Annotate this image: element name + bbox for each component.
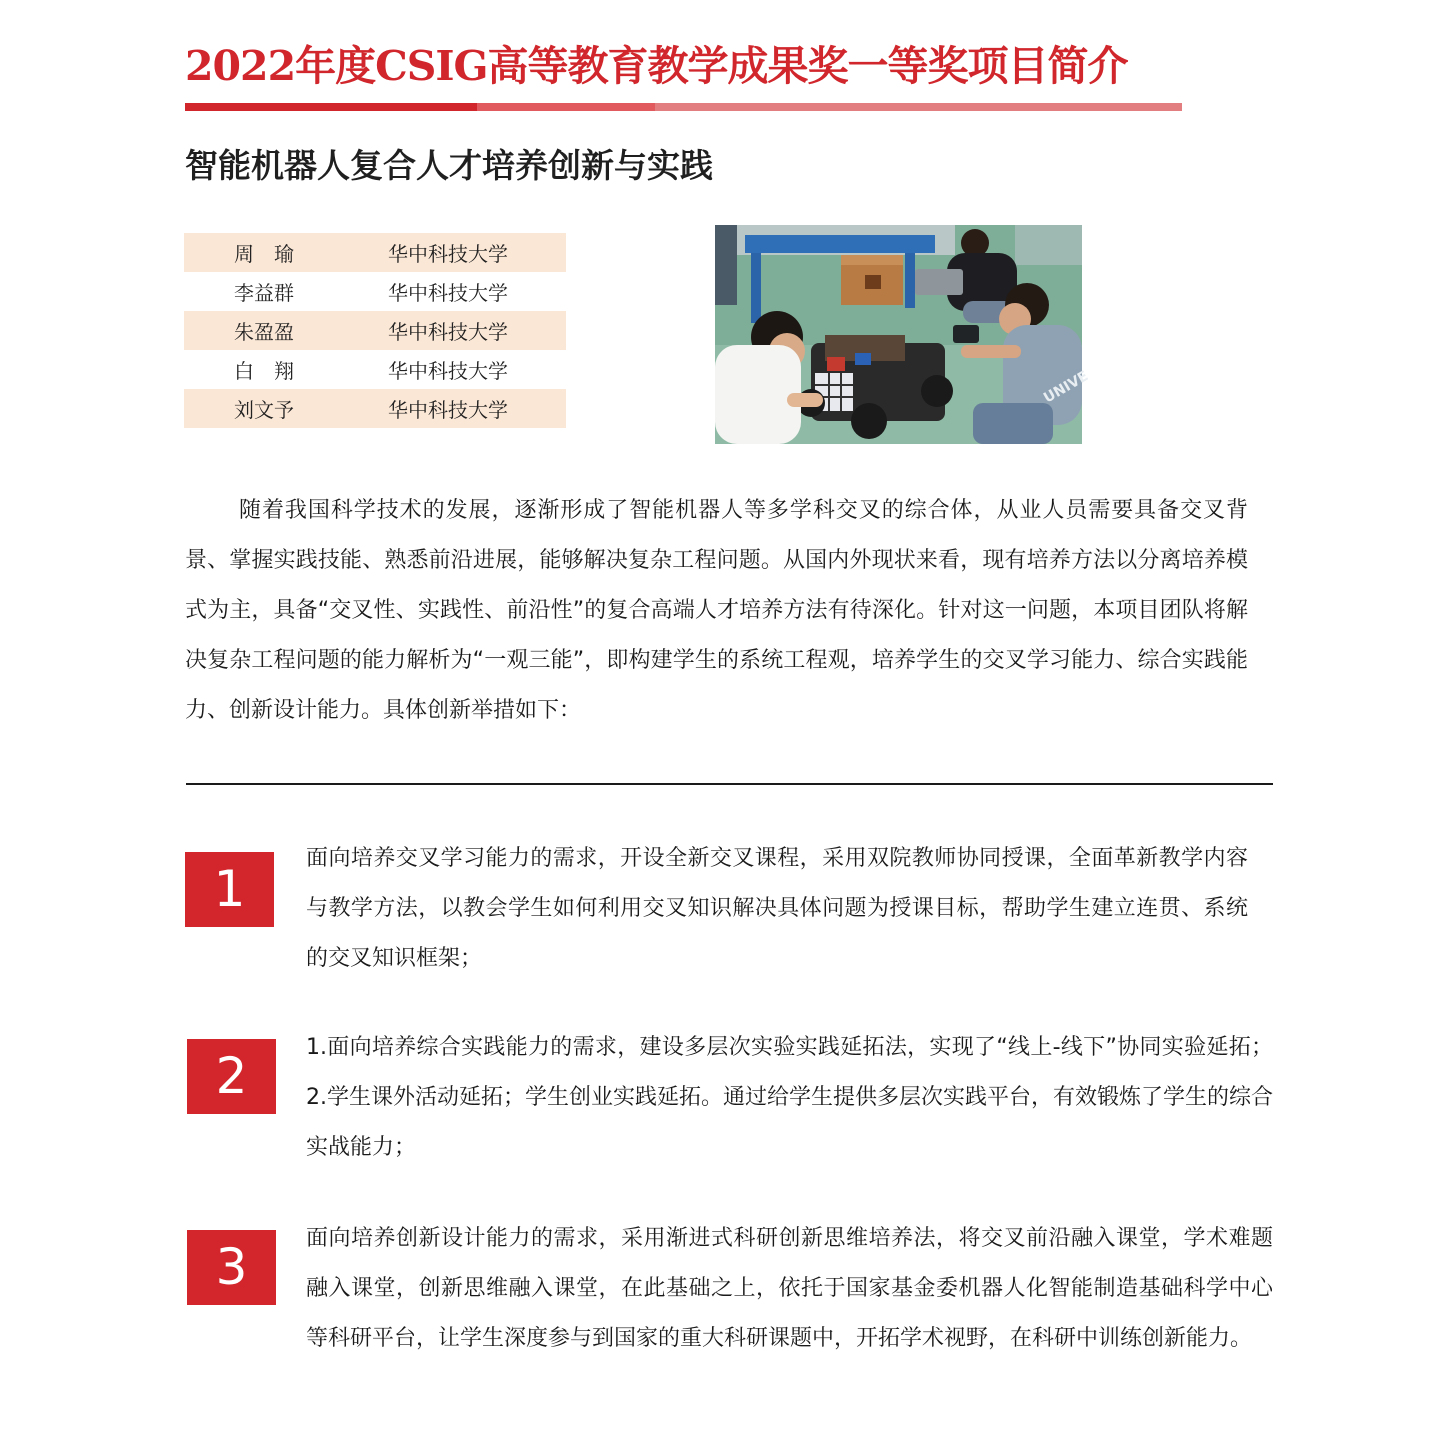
shirt-text: UNIVE xyxy=(1041,368,1092,407)
author-affiliation: 华中科技大学 xyxy=(388,320,508,344)
measure-text: 面向培养交叉学习能力的需求，开设全新交叉课程，采用双院教师协同授课，全面革新教学内容与教学方法，以教会学生如何利用交叉知识解决具体问题为授课目标，帮助学生建立连贯、系统的交叉知识框架； xyxy=(306,846,1248,971)
measure-text: 1.面向培养综合实践能力的需求，建设多层次实验实践延拓法，实现了“线上-线下”协同实验延拓；2.学生课外活动延拓；学生创业实践延拓。通过给学生提供多层次实践平台，有效锻炼了学生的综合实战能力； xyxy=(306,1035,1273,1160)
measure-number-badge: 2 xyxy=(187,1039,276,1114)
project-title: 智能机器人复合人才培养创新与实践 xyxy=(185,146,713,185)
intro-paragraph: 随着我国科学技术的发展，逐渐形成了智能机器人等多学科交叉的综合体，从业人员需要具备交叉背景、掌握实践技能、熟悉前沿进展，能够解决复杂工程问题。从国内外现状来看，现有培养方法以分离培养模式为主，具备“交叉性、实践性、前沿性”的复合高端人才培养方法有待深化。针对这一问题，本项目团队将解决复杂工程问题的能力解析为“一观三能”，即构建学生的系统工程观，培养学生的交叉学习能力、综合实践能力、创新设计能力。具体创新举措如下： xyxy=(185,498,1248,723)
measure-text: 面向培养创新设计能力的需求，采用渐进式科研创新思维培养法，将交叉前沿融入课堂，学术难题融入课堂，创新思维融入课堂，在此基础之上，依托于国家基金委机器人化智能制造基础科学中心等科研平台，让学生深度参与到国家的重大科研课题中，开拓学术视野，在科研中训练创新能力。 xyxy=(306,1226,1273,1351)
page-title: 2022年度CSIG高等教育教学成果奖一等奖项目简介 xyxy=(185,42,1128,90)
author-name: 白 翔 xyxy=(234,359,294,383)
author-row xyxy=(184,389,566,428)
author-name: 刘文予 xyxy=(234,398,294,422)
author-row xyxy=(184,350,566,389)
author-affiliation: 华中科技大学 xyxy=(388,281,508,305)
author-name: 周 瑜 xyxy=(234,242,294,266)
author-name: 朱盈盈 xyxy=(234,320,294,344)
author-affiliation: 华中科技大学 xyxy=(388,359,508,383)
author-list xyxy=(184,233,566,428)
author-row xyxy=(184,272,566,311)
section-divider xyxy=(186,783,1273,785)
author-row xyxy=(184,233,566,272)
author-row xyxy=(184,311,566,350)
author-name: 李益群 xyxy=(234,281,294,305)
measure-number-badge: 3 xyxy=(187,1230,276,1305)
measure-number-badge: 1 xyxy=(185,852,274,927)
students-robot-photo xyxy=(715,225,1092,444)
author-affiliation: 华中科技大学 xyxy=(388,242,508,266)
title-underline-bar xyxy=(185,103,1182,111)
author-affiliation: 华中科技大学 xyxy=(388,398,508,422)
